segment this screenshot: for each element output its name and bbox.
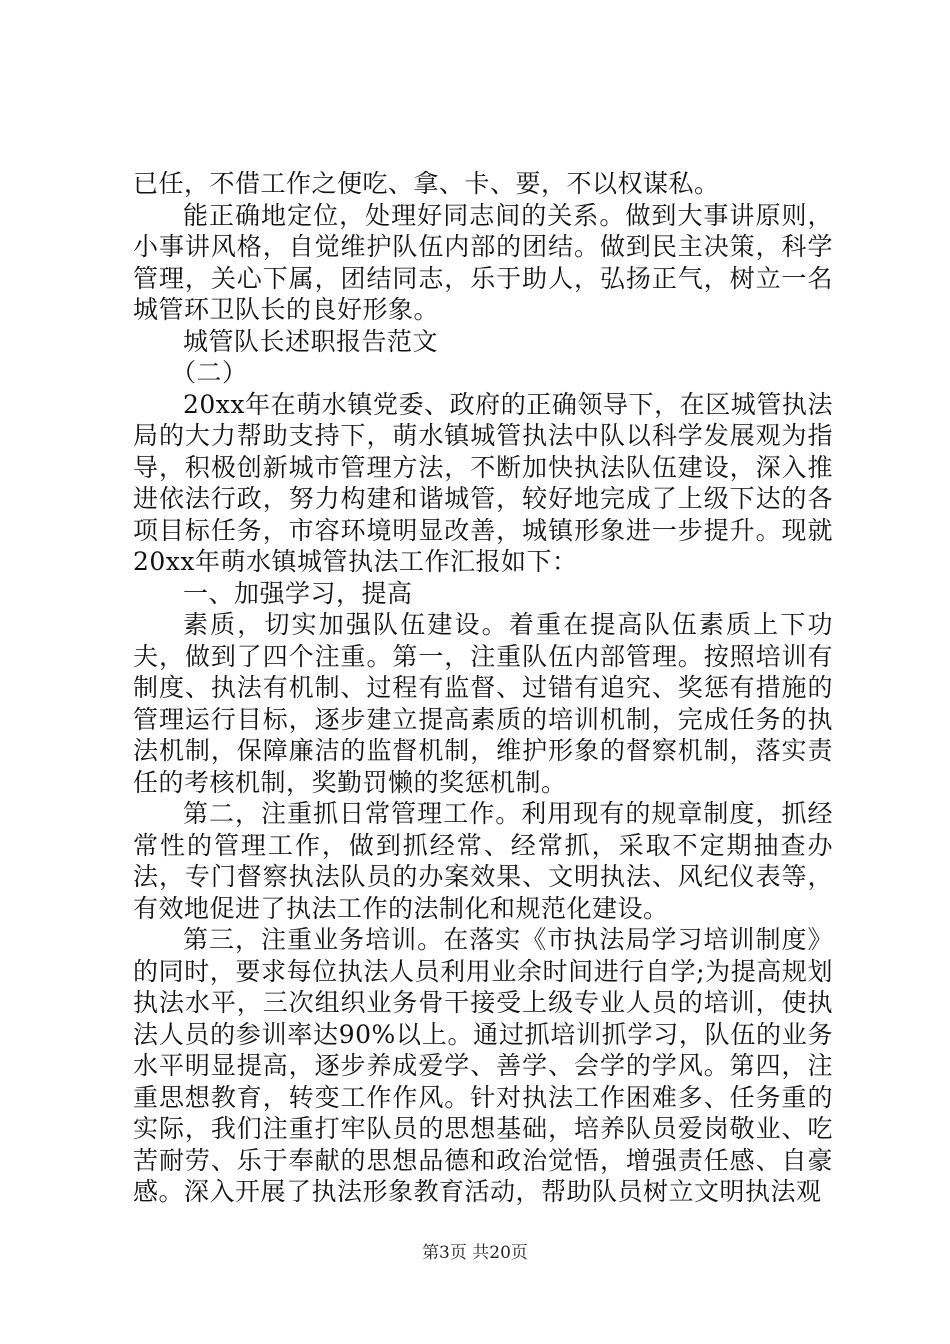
paragraph-4: 素质，切实加强队伍建设。着重在提高队伍素质上下功夫，做到了四个注重。第一，注重队伍内部管理。按照培训有制度、执法有机制、过程有监督、过错有追究、奖惩有措施的管理运行目标，逐步建立提高素质的培训机制，完成任务的执法机制，保障廉洁的监督机制，维护形象的督察机制，落实责任的考核机制，奖勤罚懒的奖惩机制。 [133,610,833,797]
paragraph-5: 第二，注重抓日常管理工作。利用现有的规章制度，抓经常性的管理工作，做到抓经常、经常抓，采取不定期抽查办法，专门督察执法队员的办案效果、文明执法、风纪仪表等，有效地促进了执法工作的法制化和规范化建设。 [133,799,833,923]
section-title: 城管队长述职报告范文 [183,326,439,356]
page-footer [0,1242,950,1264]
paragraph-3: 20xx年在萌水镇党委、政府的正确领导下，在区城管执法局的大力帮助支持下，萌水镇城管执法中队以科学发展观为指导，积极创新城市管理方法，不断加快执法队伍建设，深入推进依法行政，努力构建和谐城管，较好地完成了上级下达的各项目标任务，市容环境明显改善，城镇形象进一步提升。现就20xx年萌水镇城管执法工作汇报如下： [133,389,833,576]
document-body [133,168,833,1208]
paragraph-1: 已任，不借工作之便吃、拿、卡、要，不以权谋私。 [133,169,720,198]
subheading-1: 一、加强学习，提高 [183,578,413,608]
section-subtitle: （二） [171,358,248,387]
page-number: 第3页 共20页 [422,1243,528,1263]
paragraph-6: 第三，注重业务培训。在落实《市执法局学习培训制度》的同时，要求每位执法人员利用业余时间进行自学;为提高规划执法水平，三次组织业务骨干接受上级专业人员的培训，使执法人员的参训率达90%以上。通过抓培训抓学习，队伍的业务水平明显提高，逐步养成爱学、善学、会学的学风。第四，注重思想教育，转变工作作风。针对执法工作困难多、任务重的实际，我们注重打牢队员的思想基础，培养队员爱岗敬业、吃苦耐劳、乐于奉献的思想品德和政治觉悟，增强责任感、自豪感。深入开展了执法形象教育活动，帮助队员树立文明执法观 [133,925,833,1206]
paragraph-2: 能正确地定位，处理好同志间的关系。做到大事讲原则，小事讲风格，自觉维护队伍内部的团结。做到民主决策，科学管理，关心下属，团结同志，乐于助人，弘扬正气，树立一名城管环卫队长的良好形象。 [133,200,833,324]
